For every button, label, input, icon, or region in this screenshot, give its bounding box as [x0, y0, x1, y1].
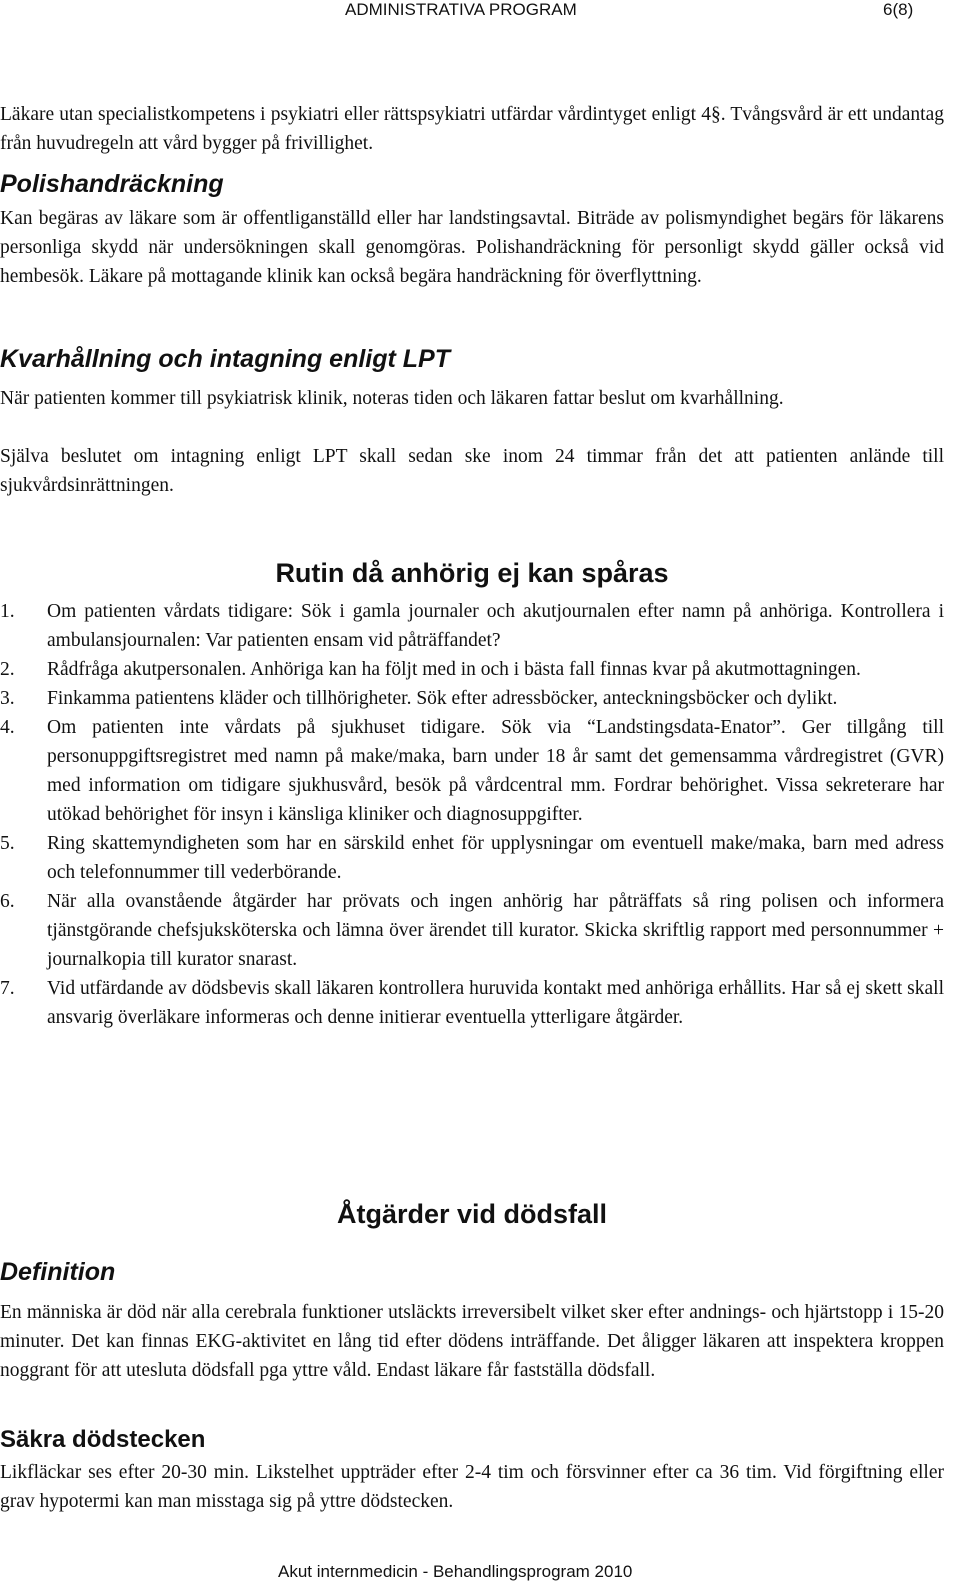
page-header [0, 0, 960, 24]
list-item-text: Vid utfärdande av dödsbevis skall läkaren kontrollera huruvida kontakt med anhöriga erhållits. Har så ej skett skall ansvarig överläkare informeras och denne initierar eventuella ytterligare åtgärder. [47, 978, 944, 1028]
list-item [0, 684, 944, 713]
subheading-definition: Definition [0, 1258, 116, 1286]
sakra-dodstecken-body: Likfläckar ses efter 20-30 min. Likstelhet uppträder efter 2-4 tim och försvinner efter ca 36 tim. Vid förgiftning eller grav hypotermi kan man misstaga sig på yttre dödstecken. [0, 1462, 944, 1512]
list-item [0, 597, 944, 655]
section-heading-kvarhallning: Kvarhållning och intagning enligt LPT [0, 345, 450, 373]
list-item-number: 4. [0, 717, 15, 738]
list-item-text: Rådfråga akutpersonalen. Anhöriga kan ha följt med in och i bästa fall finnas kvar på akutmottagningen. [47, 659, 861, 680]
list-item [0, 829, 944, 887]
section-heading-dodsfall: Åtgärder vid dödsfall [336, 1199, 608, 1229]
kvarhallning-paragraph-1: När patienten kommer till psykiatrisk klinik, noteras tiden och läkaren fattar beslut om kvarhållning. [0, 388, 784, 409]
page-number: 6(8) [883, 0, 914, 19]
list-item-text: Finkamma patientens kläder och tillhörigheter. Sök efter adressböcker, anteckningsböcker och dylikt. [47, 688, 838, 709]
kvarhallning-paragraph-2: Själva beslutet om intagning enligt LPT skall sedan ske inom 24 timmar från det att patienten anlände till sjukvårdsinrättningen. [0, 446, 944, 496]
list-item-number: 2. [0, 659, 15, 680]
list-item [0, 655, 944, 684]
page-footer: Akut internmedicin - Behandlingsprogram 2010 [278, 1562, 633, 1581]
list-item [0, 974, 944, 1032]
list-item-number: 1. [0, 601, 15, 622]
list-item-text: Om patienten vårdats tidigare: Sök i gamla journaler och akutjournalen efter namn på anhöriga. Kontrollera i ambulansjournalen: Var patienten ensam vid påträffandet? [47, 601, 944, 651]
header-title: ADMINISTRATIVA PROGRAM [345, 0, 577, 19]
list-item [0, 713, 944, 829]
list-item-number: 3. [0, 688, 15, 709]
section-heading-rutin: Rutin då anhörig ej kan spåras [275, 558, 669, 588]
list-item-number: 6. [0, 891, 15, 912]
definition-body: En människa är död när alla cerebrala funktioner utsläckts irreversibelt vilket sker efter andnings- och hjärtstopp i 15-20 minuter. Det kan finnas EKG-aktivitet en lång tid efter dödens inträffande. Det åligger läkaren att inspektera kroppen noggrant för att utesluta dödsfall pga yttre våld. Endast läkare får fastställa dödsfall. [0, 1302, 944, 1381]
section-heading-polishandrackning: Polishandräckning [0, 170, 224, 198]
list-item-text: Om patienten inte vårdats på sjukhuset tidigare. Sök via “Landstingsdata-Enator”. Ger tillgång till personuppgiftsregistret med namn på make/maka, barn under 18 år samt det gemensamma vårdregistret (GVR) med information om tidigare sjukhusvård, besök på vårdcentral mm. Fordrar behörighet. Vissa sekreterare har utökad behörighet för insyn i känsliga kliniker och diagnosuppgifter. [47, 717, 944, 825]
polishandrackning-body: Kan begäras av läkare som är offentliganställd eller har landstingsavtal. Biträde av polismyndighet begärs för läkarens personliga skydd när undersökningen skall genomgöras. Polishandräckning för personligt skydd gäller också vid hembesök. Läkare på mottagande klinik kan också begära handräckning för överflyttning. [0, 208, 944, 287]
intro-paragraph: Läkare utan specialistkompetens i psykiatri eller rättspsykiatri utfärdar vårdintyget enligt 4§. Tvångsvård är ett undantag från huvudregeln att vård bygger på frivillighet. [0, 104, 944, 154]
list-item-number: 5. [0, 833, 15, 854]
list-item-text: När alla ovanstående åtgärder har prövats och ingen anhörig har påträffats så ring polisen och informera tjänstgörande chefsjuksköterska och lämna över ärendet till kurator. Skicka skriftlig rapport med personnummer + journalkopia till kurator snarast. [47, 891, 944, 970]
list-item [0, 887, 944, 974]
rutin-list [0, 597, 944, 1032]
list-item-text: Ring skattemyndigheten som har en särskild enhet för upplysningar om eventuell make/maka, barn med adress och telefonnummer till vederbörande. [47, 833, 944, 883]
list-item-number: 7. [0, 978, 15, 999]
subheading-sakra-dodstecken: Säkra dödstecken [0, 1426, 206, 1453]
